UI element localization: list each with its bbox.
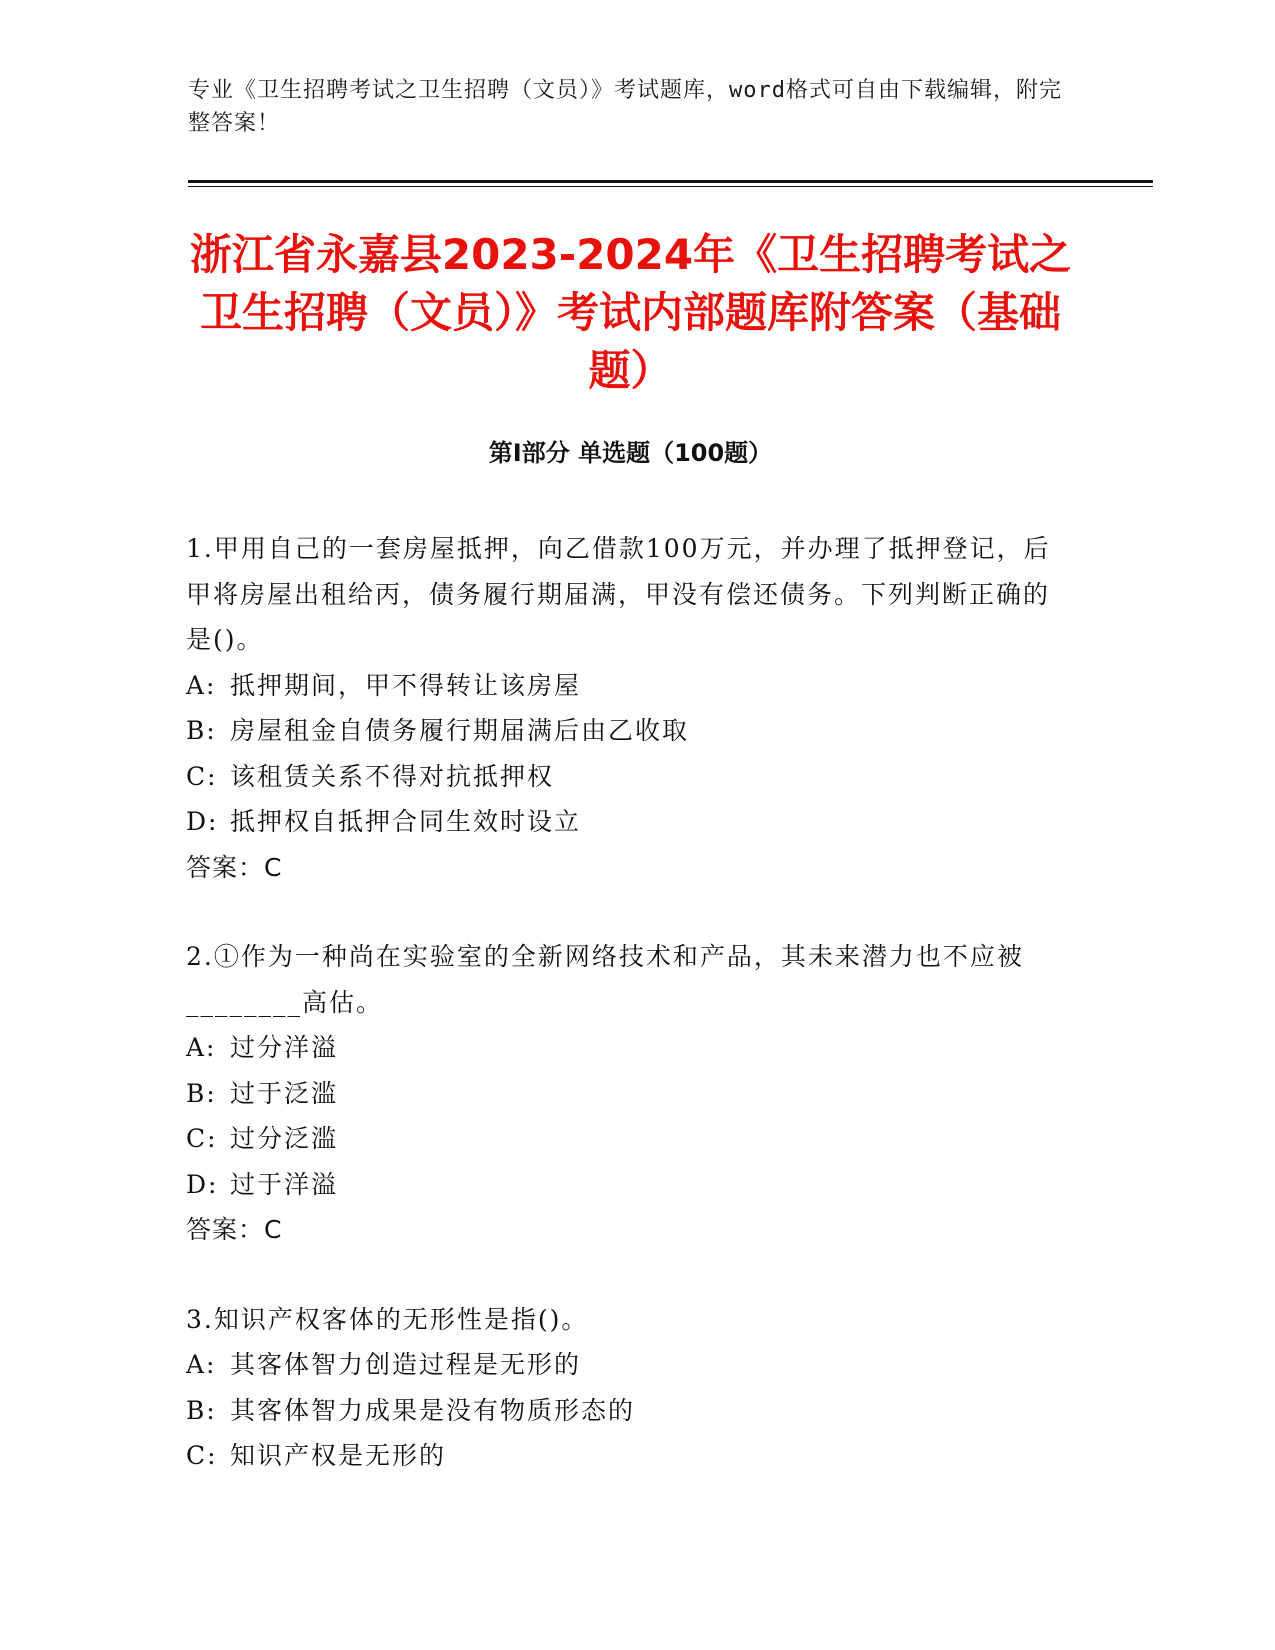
option-letter: D: bbox=[186, 1169, 219, 1199]
option-a bbox=[186, 663, 1066, 709]
option-text: 抵押权自抵押合同生效时设立 bbox=[230, 807, 582, 836]
header-rule-thick bbox=[188, 180, 1153, 183]
question-text: 1.甲用自己的一套房屋抵押，向乙借款100万元，并办理了抵押登记，后甲将房屋出租给丙，债务履行期届满，甲没有偿还债务。下列判断正确的是()。 bbox=[186, 534, 1051, 654]
option-letter: A: bbox=[186, 1350, 217, 1379]
option-letter: A: bbox=[186, 670, 217, 700]
option-text: 过于洋溢 bbox=[230, 1169, 339, 1199]
option-letter: C: bbox=[186, 761, 218, 791]
document-title: 浙江省永嘉县2023-2024年《卫生招聘考试之卫生招聘（文员）》考试内部题库附答案（基础题） bbox=[189, 230, 1072, 395]
option-c bbox=[186, 1433, 1066, 1479]
option-text: 抵押期间，甲不得转让该房屋 bbox=[230, 670, 582, 700]
option-a bbox=[186, 1025, 1066, 1071]
option-letter: C: bbox=[186, 1441, 218, 1470]
option-letter: B: bbox=[186, 716, 217, 745]
option-letter: A: bbox=[186, 1033, 217, 1062]
option-text: 知识产权是无形的 bbox=[230, 1441, 447, 1470]
question-text: 3.知识产权客体的无形性是指()。 bbox=[186, 1304, 589, 1334]
option-text: 过于泛滥 bbox=[230, 1078, 339, 1108]
option-text: 过分洋溢 bbox=[230, 1033, 339, 1062]
question-1 bbox=[186, 526, 1066, 890]
answer-line: 答案：C bbox=[186, 1215, 283, 1244]
question-text: 2.①作为一种尚在实验室的全新网络技术和产品，其未来潜力也不应被________高估。 bbox=[186, 942, 1024, 1017]
option-c bbox=[186, 1116, 1066, 1162]
option-b bbox=[186, 1071, 1066, 1117]
question-3 bbox=[186, 1297, 1066, 1479]
option-d bbox=[186, 799, 1066, 845]
option-letter: B: bbox=[186, 1078, 217, 1108]
question-list bbox=[186, 526, 1066, 1523]
header-note: 专业《卫生招聘考试之卫生招聘（文员）》考试题库，word格式可自由下载编辑，附完整答案！ bbox=[188, 78, 1062, 136]
option-text: 其客体智力成果是没有物质形态的 bbox=[230, 1395, 636, 1425]
option-letter: C: bbox=[186, 1124, 218, 1153]
option-b bbox=[186, 708, 1066, 754]
option-letter: D: bbox=[186, 807, 219, 836]
option-text: 过分泛滥 bbox=[230, 1124, 339, 1153]
option-text: 该租赁关系不得对抗抵押权 bbox=[230, 761, 555, 791]
section-heading: 第Ⅰ部分 单选题（100题） bbox=[488, 439, 773, 467]
option-text: 其客体智力创造过程是无形的 bbox=[230, 1350, 582, 1379]
option-a bbox=[186, 1342, 1066, 1388]
option-text: 房屋租金自债务履行期届满后由乙收取 bbox=[230, 716, 690, 745]
option-d bbox=[186, 1162, 1066, 1208]
answer-line: 答案：C bbox=[186, 852, 283, 882]
question-2 bbox=[186, 934, 1066, 1253]
option-letter: B: bbox=[186, 1395, 217, 1425]
option-c bbox=[186, 754, 1066, 800]
header-rule-thin bbox=[188, 186, 1153, 187]
option-b bbox=[186, 1388, 1066, 1434]
